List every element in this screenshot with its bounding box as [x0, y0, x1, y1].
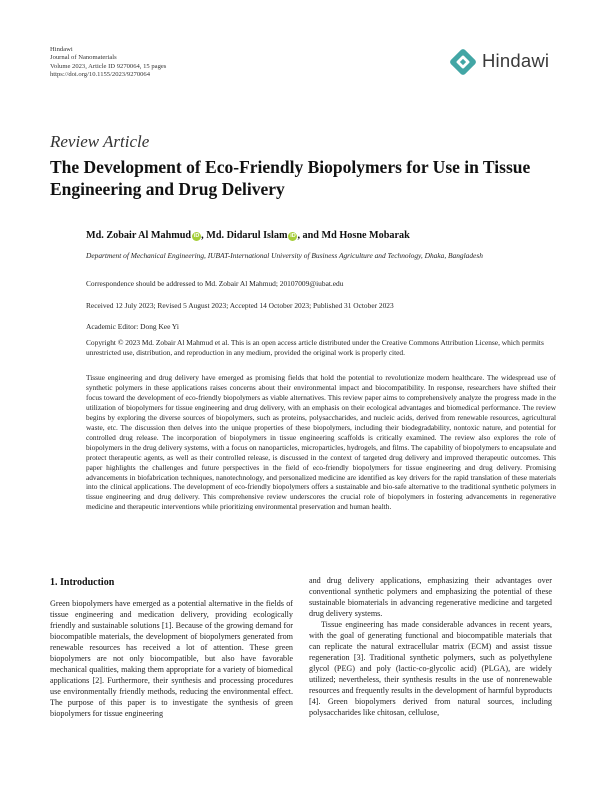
journal-name: Journal of Nanomaterials: [50, 54, 117, 62]
section-heading-introduction: 1. Introduction: [50, 577, 115, 588]
paragraph: Tissue engineering has made considerable advances in recent years, with the goal of generating functional and biocompatible materials that can replicate the natural extracellular matrix (ECM) and assist tissue regeneration [3]. Traditional synthetic polymers, such as polyethylene glycol (PEG) and poly (lactic-co-glycolic acid) (PLGA), are widely utilized; nevertheless, their synthesis results in the use of nonrenewable resources and frequently results in the development of harmful byproducts [4]. Green biopolymers derived from natural sources, including polysaccharides like chitosan, cellulose,: [309, 620, 552, 717]
author-3[interactable]: Md Hosne Mobarak: [321, 230, 410, 241]
paragraph: Green biopolymers have emerged as a potential alternative in the fields of tissue engineering and medication delivery, providing ecologically friendly and sustainable solutions [1]. Because of the growing demand for biocompatible materials, the development of biopolymers generated from renewable resources has received a lot of attention. These green biopolymers are not only biocompatible, but also have favorable mechanical qualities, making them appropriate for a variety of biomedical applications [2]. Furthermore, their synthesis and processing procedures use environmentally friendly methods, reducing the environmental effect. The purpose of this paper is to investigate the synthesis of green biopolymers for tissue engineering: [50, 599, 293, 718]
paragraph: and drug delivery applications, emphasizing their advantages over conventional synthetic polymers and emphasizing the potential of these sustainable biomaterials in advancing regenerative medicine and targeted drug delivery systems.: [309, 576, 552, 618]
author-2[interactable]: Md. Didarul Islam: [206, 230, 288, 241]
affiliation: Department of Mechanical Engineering, IUBAT-International University of Business Agriculture and Technology, Dhaka, Bangladesh: [86, 251, 483, 260]
orcid-icon[interactable]: iD: [290, 233, 296, 239]
hindawi-logo-text: Hindawi: [482, 50, 550, 71]
volume-info: Volume 2023, Article ID 9270064, 15 pages: [50, 62, 167, 70]
hindawi-logo-icon: [448, 47, 478, 77]
copyright-notice: Copyright © 2023 Md. Zobair Al Mahmud et al. This is an open access article distributed under the Creative Commons Attribution License, which permits unrestricted use, distribution, and reproduction in any medium, provided the original work is properly cited.: [86, 338, 544, 358]
body-column-left: [50, 598, 293, 719]
publisher-name: Hindawi: [50, 46, 73, 53]
orcid-icon[interactable]: iD: [193, 233, 200, 239]
academic-editor: Academic Editor: Dong Kee Yi: [86, 322, 179, 331]
author-separator: ,: [201, 230, 207, 241]
body-column-right: [309, 575, 552, 718]
article-title: The Development of Eco-Friendly Biopolymers for Use in Tissue Engineering and Drug Delivery: [50, 157, 531, 199]
correspondence: Correspondence should be addressed to Md. Zobair Al Mahmud; 20107009@iubat.edu: [86, 279, 344, 288]
publication-dates: Received 12 July 2023; Revised 5 August 2023; Accepted 14 October 2023; Published 31 October 2023: [86, 301, 394, 310]
hindawi-logo[interactable]: [448, 44, 568, 80]
article-type: Review Article: [50, 132, 150, 151]
author-separator: , and: [297, 230, 322, 241]
doi-link[interactable]: https://doi.org/10.1155/2023/9270064: [50, 71, 151, 79]
author-list: [86, 230, 410, 241]
author-1[interactable]: Md. Zobair Al Mahmud: [86, 230, 192, 241]
journal-meta: [50, 46, 166, 80]
abstract: Tissue engineering and drug delivery have emerged as promising fields that hold the potential to revolutionize modern healthcare. The widespread use of synthetic polymers in these applications raises concerns about their environmental impact and biocompatibility. In response, researchers have shifted their focus toward the development of eco-friendly biopolymers as viable alternatives. This review paper aims to comprehensively analyze the progress made in the utilization of biopolymers for tissue engineering and drug delivery, with an emphasis on their ecological advantages and biomedical performance. The review begins by exploring the diverse sources of biopolymers, such as proteins, polysaccharides, and nucleic acids, derived from renewable resources, agricultural waste, etc. The discussion then delves into the unique properties of these biopolymers, including their biodegradability, nontoxic nature, and potential for controlled drug release. The incorporation of biopolymers in tissue engineering scaffolds is critically examined. The review also explores the role of biopolymers in the drug delivery systems, with a focus on nanoparticles, microparticles, hydrogels, and films. The capability of biopolymers to encapsulate and protect therapeutic agents, as well as their controlled release, is discussed in the context of targeted drug delivery and improved therapeutic outcomes. This paper highlights the challenges and future perspectives in the field of eco-friendly biopolymers for tissue engineering and drug delivery. Promising advancements in biofabrication techniques, nanotechnology, and personalized medicine are identified as key drivers for the rapid translation of these materials into the clinical applications. The development of eco-friendly biopolymers offers a sustainable and bio-safe alternative to the traditional synthetic polymers in tissue engineering and drug delivery. This comprehensive review underscores the crucial role of biopolymers in fostering advancements in regenerative medicine and therapeutic interventions while prioritizing environmental preservation and human health.: [86, 373, 556, 512]
